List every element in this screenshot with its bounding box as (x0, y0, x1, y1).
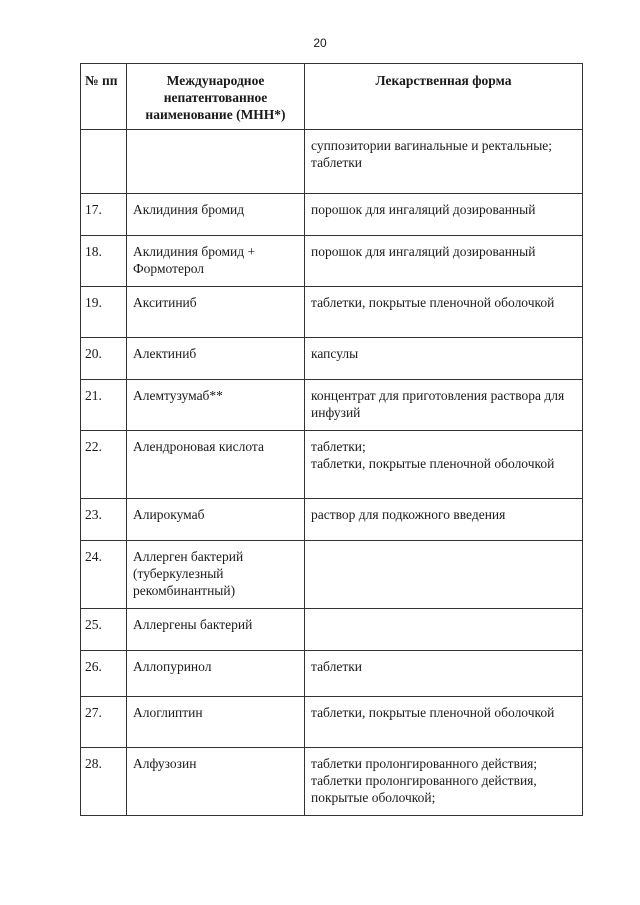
row-name: Аллерген бактерий (туберкулезный рекомбинантный) (127, 541, 305, 609)
row-num: 24. (81, 541, 127, 609)
row-form: концентрат для приготовления раствора для инфузий (305, 380, 583, 431)
row-form: таблетки, покрытые пленочной оболочкой (305, 697, 583, 748)
header-form: Лекарственная форма (305, 64, 583, 130)
row-name: Алендроновая кислота (127, 431, 305, 499)
row-form (305, 609, 583, 651)
row-num: 19. (81, 287, 127, 338)
row-name: Аллопуринол (127, 651, 305, 697)
row-num: 23. (81, 499, 127, 541)
row-num: 18. (81, 236, 127, 287)
row-name: Алоглиптин (127, 697, 305, 748)
row-form: таблетки (305, 651, 583, 697)
row-name: Аклидиния бромид (127, 194, 305, 236)
table-row (81, 236, 583, 287)
table-row (81, 609, 583, 651)
table-row (81, 651, 583, 697)
row-num: 27. (81, 697, 127, 748)
row-form (305, 541, 583, 609)
row-name: Алфузозин (127, 748, 305, 816)
row-form: раствор для подкожного введения (305, 499, 583, 541)
table-row (81, 499, 583, 541)
table-row (81, 287, 583, 338)
header-num: № пп (81, 64, 127, 130)
row-name (127, 130, 305, 194)
row-num: 21. (81, 380, 127, 431)
table-header-row (81, 64, 583, 130)
table-row (81, 431, 583, 499)
row-num: 26. (81, 651, 127, 697)
row-num: 20. (81, 338, 127, 380)
header-name: Международное непатентованное наименование (МНН*) (127, 64, 305, 130)
row-form: таблетки, покрытые пленочной оболочкой (305, 287, 583, 338)
row-name: Алирокумаб (127, 499, 305, 541)
row-num: 22. (81, 431, 127, 499)
table-row (81, 194, 583, 236)
row-form: капсулы (305, 338, 583, 380)
row-form: таблетки пролонгированного действия; таблетки пролонгированного действия, покрытые оболочкой; (305, 748, 583, 816)
row-num: 25. (81, 609, 127, 651)
table-row (81, 697, 583, 748)
page-number: 20 (313, 36, 327, 50)
row-form: таблетки; таблетки, покрытые пленочной оболочкой (305, 431, 583, 499)
drug-table (80, 63, 583, 816)
table-row (81, 748, 583, 816)
row-num (81, 130, 127, 194)
row-name: Аллергены бактерий (127, 609, 305, 651)
row-name: Алемтузумаб** (127, 380, 305, 431)
row-form: порошок для ингаляций дозированный (305, 236, 583, 287)
row-num: 28. (81, 748, 127, 816)
row-name: Акситиниб (127, 287, 305, 338)
row-form: порошок для ингаляций дозированный (305, 194, 583, 236)
row-name: Аклидиния бромид + Формотерол (127, 236, 305, 287)
row-num: 17. (81, 194, 127, 236)
table-row (81, 380, 583, 431)
table-row (81, 338, 583, 380)
row-name: Алектиниб (127, 338, 305, 380)
row-form: суппозитории вагинальные и ректальные; таблетки (305, 130, 583, 194)
table-row (81, 541, 583, 609)
table-row (81, 130, 583, 194)
